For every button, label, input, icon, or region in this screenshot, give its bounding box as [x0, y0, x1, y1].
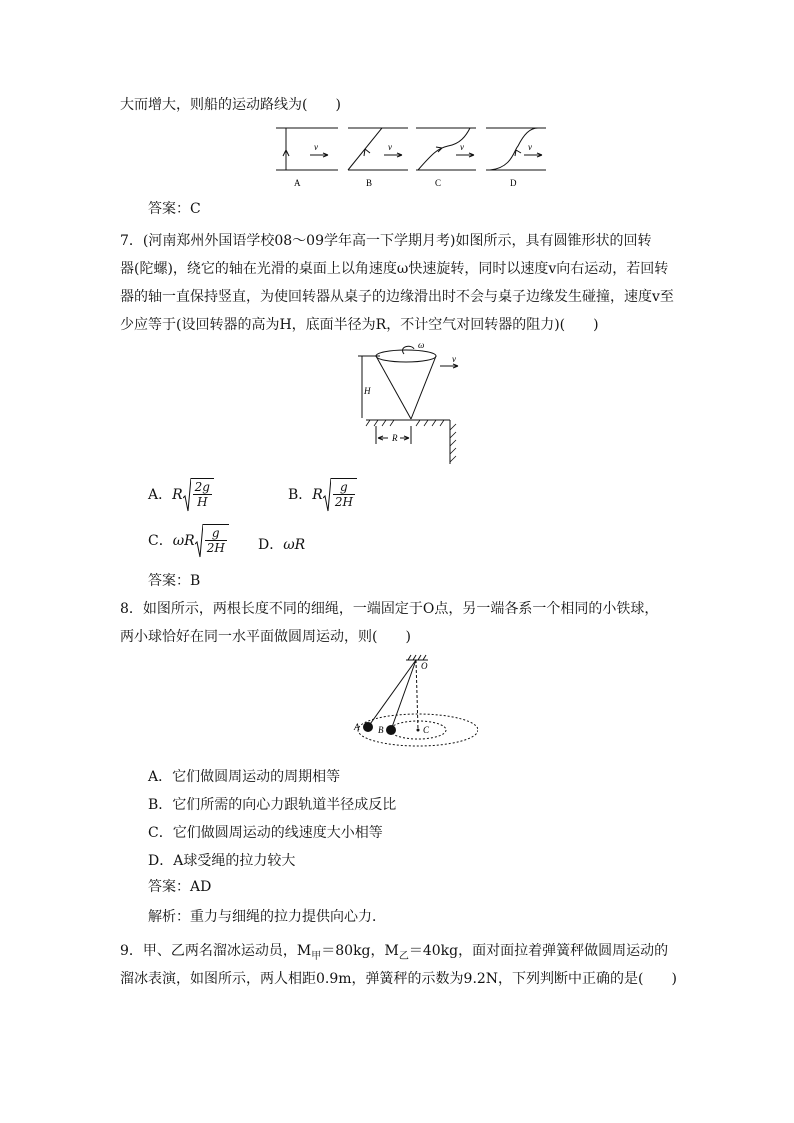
q8-o-label: O [421, 661, 428, 671]
q7-stem-line1: 7．(河南郑州外国语学校08～09学年高一下学期月考)如图所示，具有圆锥形状的回转 [120, 233, 652, 249]
q8-a-label: A [354, 722, 360, 732]
q6-label-d: D [510, 178, 517, 188]
q9-subscript-yi: 乙 [398, 951, 409, 962]
q7-option-b[interactable] [288, 478, 357, 512]
q8-analysis: 解析：重力与细绳的拉力提供向心力． [148, 909, 386, 925]
q8-c-label: C [423, 725, 430, 735]
q8-option-c[interactable]: C．它们做圆周运动的线速度大小相等 [148, 825, 383, 841]
q7-r-label: R [392, 433, 398, 443]
q9-subscript-jia: 甲 [311, 951, 322, 962]
q6-v-label-d: v [528, 142, 532, 152]
q7-option-c-den: 2H [206, 541, 225, 555]
q8-answer: 答案：AD [148, 879, 212, 895]
q9-text-part2: ＝80kg，M [321, 943, 399, 959]
q8-stem-line1: 8．如图所示，两根长度不同的细绳，一端固定于O点，另一端各系一个相同的小铁球， [120, 601, 659, 617]
q7-option-a-den: H [197, 495, 208, 509]
q7-option-c[interactable] [148, 524, 229, 558]
q9-text-part1: 9．甲、乙两名溜冰运动员，M [120, 943, 312, 959]
q7-stem-line4: 少应等于(设回转器的高为H，底面半径为R，不计空气对回转器的阻力)( ) [120, 317, 599, 333]
q7-stem-line2: 器(陀螺)，绕它的轴在光滑的桌面上以角速度ω快速旋转，同时以速度v向右运动，若回转 [120, 261, 669, 277]
q7-omega-label: ω [418, 340, 425, 350]
q8-option-d[interactable]: D．A球受绳的拉力较大 [148, 853, 296, 869]
q6-label-c: C [435, 178, 442, 188]
q7-option-d-text: ωR [283, 537, 306, 553]
q6-v-label-a: v [314, 142, 318, 152]
sqrt-sign [195, 524, 229, 558]
q6-label-a: A [294, 178, 301, 188]
q7-v-label: v [452, 354, 456, 364]
q8-stem-line2: 两小球恰好在同一水平面做圆周运动，则( ) [120, 629, 411, 645]
q7-answer: 答案：B [148, 573, 201, 589]
q6-answer: 答案：C [148, 201, 201, 217]
q7-option-a[interactable] [148, 478, 214, 512]
q6-v-label-c: v [460, 142, 464, 152]
q7-option-d-label: D． [258, 537, 284, 553]
q7-option-b-label: B． [288, 487, 313, 503]
q7-option-a-label: A． [148, 487, 173, 503]
q9-text-part3: ＝40kg，面对面拉着弹簧秤做圆周运动的 [408, 943, 669, 959]
q6-v-label-b: v [388, 142, 392, 152]
q8-pendulum-figure [348, 652, 478, 750]
q7-option-c-coeff: ωR [172, 533, 195, 549]
sqrt-sign [323, 478, 357, 512]
q7-stem-line3: 器的轴一直保持竖直，为使回转器从桌子的边缘滑出时不会与桌子边缘发生碰撞，速度v至 [120, 289, 674, 305]
q6-label-b: B [366, 178, 373, 188]
q8-b-label: B [378, 725, 384, 735]
q7-option-a-num: 2g [194, 480, 210, 494]
q7-option-a-coeff: R [172, 487, 183, 503]
q7-option-b-coeff: R [312, 487, 323, 503]
q7-option-b-den: 2H [334, 495, 353, 509]
q8-option-b[interactable]: B．它们所需的向心力跟轨道半径成反比 [148, 797, 397, 813]
q7-option-d[interactable] [258, 534, 305, 554]
q7-option-b-num: g [333, 480, 355, 495]
q9-stem-line2: 溜冰表演，如图所示，两人相距0.9m，弹簧秤的示数为9.2N，下列判断中正确的是( ) [120, 971, 677, 987]
q8-option-a[interactable]: A．它们做圆周运动的周期相等 [148, 769, 341, 785]
q7-option-c-num: g [205, 526, 227, 541]
q6-path-figure [272, 124, 552, 192]
q7-option-c-label: C． [148, 533, 173, 549]
q7-h-label: H [364, 386, 371, 396]
q6-stem-tail: 大而增大，则船的运动路线为( ) [120, 97, 341, 113]
sqrt-sign [183, 478, 214, 512]
q7-top-figure [354, 340, 466, 468]
